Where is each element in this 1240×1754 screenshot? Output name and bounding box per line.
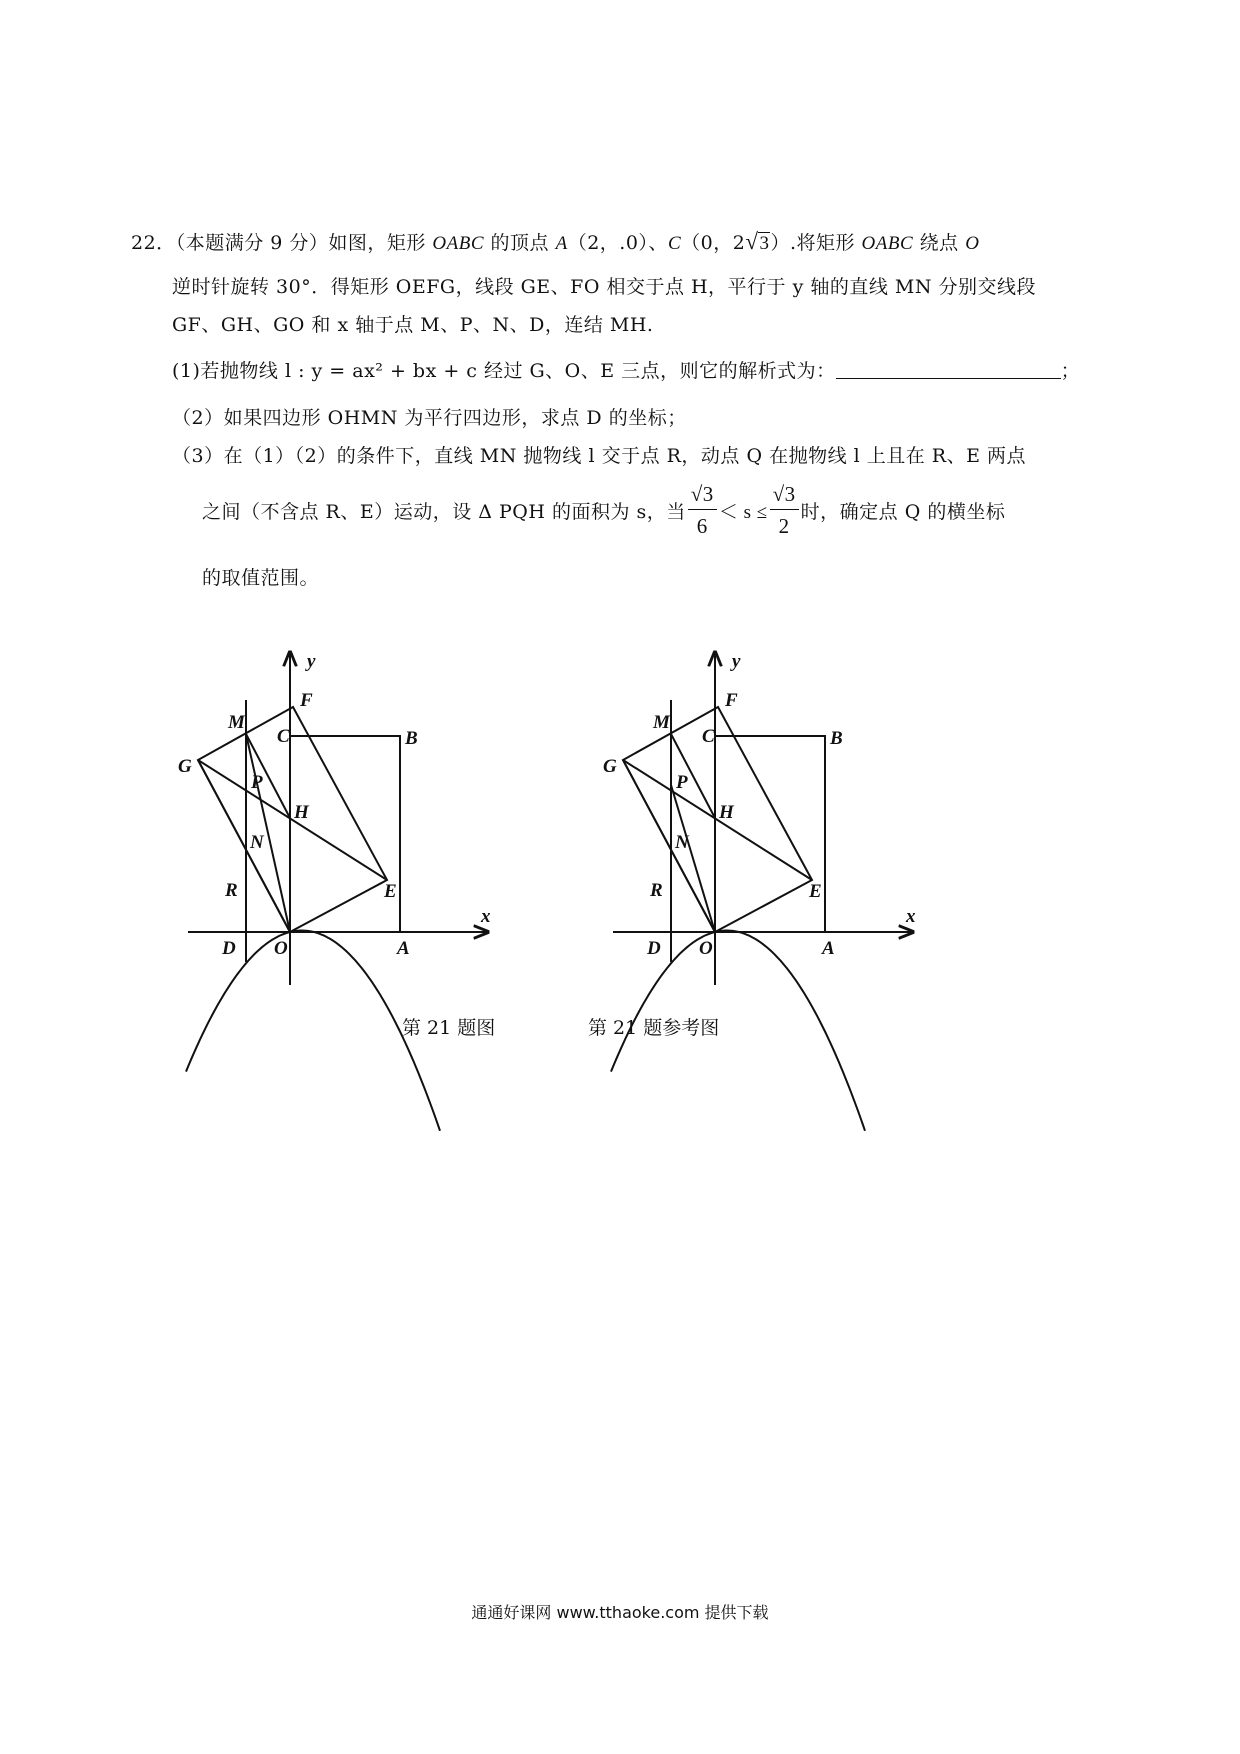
point-label-c: C: [702, 726, 715, 747]
problem-line-1: [131, 228, 979, 255]
caption-left: 第 21 题图: [402, 1017, 496, 1039]
problem-line-2: 逆时针旋转 30°．得矩形 OEFG，线段 GE、FO 相交于点 H，平行于 y 轴的直线 MN 分别交线段: [172, 276, 1037, 298]
problem-text: 的顶点: [484, 232, 556, 254]
point-label-e: E: [384, 881, 397, 902]
fraction-numerator: √3: [688, 482, 717, 510]
footer: 通通好课网 www.tthaoke.com 提供下载: [471, 1603, 769, 1622]
rectangle-oefg: [623, 707, 812, 932]
fraction-sqrt3-over-2: [770, 482, 799, 539]
point-label-c: C: [277, 726, 290, 747]
fraction-denominator: 6: [696, 514, 708, 538]
caption-right: 第 21 题参考图: [588, 1017, 720, 1039]
point-label-o: O: [699, 938, 713, 959]
point-label-r: R: [225, 880, 238, 901]
point-label-h: H: [294, 802, 309, 823]
point-label-h: H: [719, 802, 734, 823]
segment-ge: [198, 760, 387, 880]
point-label-f: F: [300, 690, 313, 711]
point-label-o: O: [274, 938, 288, 959]
segment-ge: [623, 760, 812, 880]
sqrt-argument: 3: [759, 233, 770, 254]
problem-text: （2，.0）、: [567, 232, 668, 254]
rectangle-oabc: [290, 736, 400, 932]
question-1-suffix: ；: [1060, 360, 1081, 382]
fraction-numerator: √3: [770, 482, 799, 510]
point-label-g: G: [178, 756, 192, 777]
segment-go: [623, 760, 715, 932]
problem-text: （本题满分 9 分）如图，矩形: [175, 232, 433, 254]
sqrt-expression: √3: [745, 229, 770, 254]
point-label-e: E: [809, 881, 822, 902]
inequality-text: ＜ s ≤: [718, 502, 768, 523]
question-1: [172, 356, 1080, 383]
problem-number: 22．: [131, 232, 176, 254]
segment-mo: [246, 734, 290, 932]
point-label-x: x: [906, 906, 916, 927]
point-label-p: P: [251, 772, 263, 793]
segment-mh: [671, 734, 715, 818]
problem-text: （0，2: [681, 232, 746, 254]
problem-line-3: GF、GH、GO 和 x 轴于点 M、P、N、D，连结 MH.: [172, 314, 654, 336]
question-3-line-1: （3）在（1）（2）的条件下，直线 MN 抛物线 l 交于点 R，动点 Q 在抛物线 l 上且在 R、E 两点: [172, 445, 1026, 467]
point-label-n: N: [250, 832, 264, 853]
point-label-b: B: [405, 728, 418, 749]
segment-po: [671, 785, 715, 932]
question-3-text: 时，确定点 Q 的横坐标: [800, 501, 1006, 523]
fraction-denominator: 2: [778, 514, 790, 538]
point-label-d: D: [222, 938, 236, 959]
rect-name: OABC: [861, 233, 914, 254]
question-2: （2）如果四边形 OHMN 为平行四边形，求点 D 的坐标；: [172, 407, 687, 429]
point-label-a: A: [397, 938, 410, 959]
point-label-m: M: [228, 712, 245, 733]
segment-go: [198, 760, 290, 932]
problem-text: 绕点: [913, 232, 966, 254]
rectangle-oefg: [198, 707, 387, 932]
question-3-line-2: [202, 482, 1005, 539]
segment-mh: [246, 734, 290, 818]
question-3-line-3: 的取值范围。: [202, 567, 320, 589]
rect-name: OABC: [432, 233, 485, 254]
point-label-d: D: [647, 938, 661, 959]
point-label-r: R: [650, 880, 663, 901]
point-o: O: [965, 233, 980, 254]
point-label-f: F: [725, 690, 738, 711]
fraction-sqrt3-over-6: [688, 482, 717, 539]
point-label-p: P: [676, 772, 688, 793]
question-1-text: (1)若抛物线 l : y = ax² + bx + c 经过 G、O、E 三点，则它的解析式为：: [172, 360, 836, 382]
point-label-n: N: [675, 832, 689, 853]
problem-text: ）.将矩形: [770, 232, 862, 254]
point-label-y: y: [307, 651, 316, 672]
point-label-m: M: [653, 712, 670, 733]
point-label-g: G: [603, 756, 617, 777]
point-c: C: [667, 233, 682, 254]
question-3-text: 之间（不含点 R、E）运动，设 Δ PQH 的面积为 s，当: [202, 501, 686, 523]
rectangle-oabc: [715, 736, 825, 932]
point-label-a: A: [822, 938, 835, 959]
point-label-y: y: [732, 651, 741, 672]
point-label-x: x: [481, 906, 491, 927]
point-label-b: B: [830, 728, 843, 749]
answer-blank[interactable]: [836, 360, 1061, 379]
point-a: A: [555, 233, 568, 254]
